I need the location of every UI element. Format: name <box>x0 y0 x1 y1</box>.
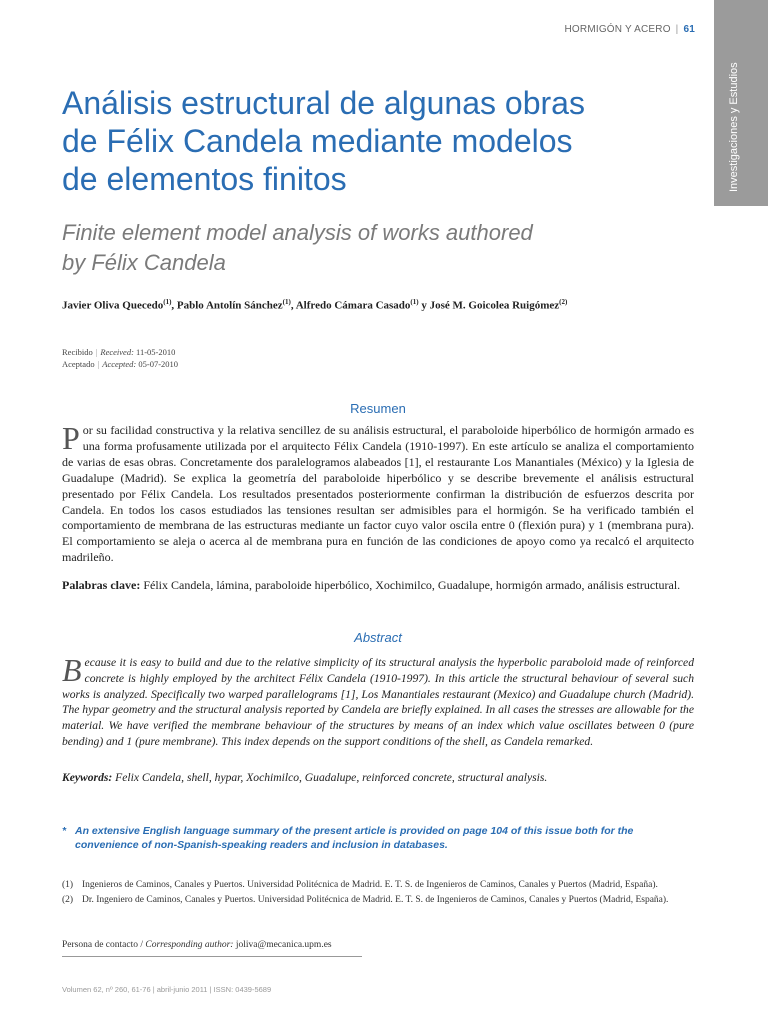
title-line-2: de Félix Candela mediante modelos <box>62 123 573 159</box>
received-label-en: Received: <box>100 347 134 357</box>
keywords-label: Keywords: <box>62 771 113 784</box>
author-affiliation: (2) <box>559 298 568 306</box>
article-title <box>62 84 712 198</box>
palabras-clave-text: Félix Candela, lámina, paraboloide hiperbólico, Xochimilco, Guadalupe, hormigón armado, análisis estructural. <box>143 578 681 592</box>
author-separator: y <box>418 299 430 312</box>
date-separator: | <box>97 359 100 369</box>
author-affiliation: (1) <box>410 298 419 306</box>
footnote-number: (2) <box>62 895 74 905</box>
palabras-clave-label: Palabras clave: <box>62 578 141 592</box>
resumen-heading: Resumen <box>350 401 406 416</box>
date-separator: | <box>95 347 98 357</box>
contact-separator: / <box>140 940 143 950</box>
footnote-text: Dr. Ingeniero de Caminos, Canales y Puertos. Universidad Politécnica de Madrid. E. T. S. de Ingenieros de Caminos, Canales y Puertos (Madrid, España). <box>82 895 669 905</box>
abstract-body <box>62 652 694 750</box>
author-separator: , <box>171 299 177 312</box>
running-head <box>565 24 696 35</box>
resumen-text: or su facilidad constructiva y la relativa sencillez de su análisis estructural, el paraboloide hiperbólico de hormigón armado es una forma profusamente utilizada por el arquitecto Félix Candela (1910-1997). En este artículo se analiza el comportamiento de varias de esas obras. Concretamente dos paralelogramos alabeados [1], el restaurante Los Manantiales (México) y la Iglesia de Guadalupe (Madrid). Se explica la geometría del paraboloide hiperbólico y se describe brevemente el análisis estructural presentado por Félix Candela. Los resultados presentados posteriormente confirman la distribución de esfuerzos descrita por Candela. En todos los casos estudiados las tensiones resultan ser admisibles para el hormigón. Se ha verificado también el comportamiento de membrana de las estructuras mediante un factor cuyo valor oscila entre 0 (flexión pura) y 1 (membrana pura). El comportamiento se aleja o acerca al de membrana pura en función de las condiciones de apoyo como ya recalcó el arquitecto madrileño. <box>62 423 694 565</box>
received-date: 11-05-2010 <box>136 347 176 357</box>
subtitle-line-1: Finite element model analysis of works authored <box>62 220 533 245</box>
accepted-label-en: Accepted: <box>102 359 137 369</box>
palabras-clave <box>62 578 694 594</box>
affiliation-footnotes <box>62 878 694 908</box>
footnote-text: Ingenieros de Caminos, Canales y Puertos. Universidad Politécnica de Madrid. E. T. S. de Ingenieros de Caminos, Canales y Puertos (Madrid, España). <box>82 880 658 890</box>
note-text: An extensive English language summary of the present article is provided on page 104 of this issue both for the convenience of non-Spanish-speaking readers and inclusion in databases. <box>75 825 634 851</box>
keywords <box>62 770 694 786</box>
footnote <box>62 878 694 892</box>
contact-divider <box>62 956 362 957</box>
article-subtitle <box>62 218 702 278</box>
title-line-3: de elementos finitos <box>62 161 347 197</box>
section-side-tab <box>714 0 768 206</box>
contact-label-en: Corresponding author: <box>145 940 234 950</box>
page-number: 61 <box>683 24 695 35</box>
keywords-text: Felix Candela, shell, hypar, Xochimilco, Guadalupe, reinforced concrete, structural analysis. <box>115 771 548 784</box>
subtitle-line-2: by Félix Candela <box>62 250 226 275</box>
section-side-tab-label: Investigaciones y Estudios <box>728 62 740 192</box>
accepted-date: 05-07-2010 <box>138 359 179 369</box>
abstract-text: ecause it is easy to build and due to the relative simplicity of its structural analysis the hyperbolic paraboloid made of reinforced concrete is highly employed by the architect Félix Candela (1910-1997). In this article the structural behaviour of several such works is analyzed. Specifically two warped parallelograms [1], Los Manantiales restaurant (Mexico) and Guadalupe church (Madrid). The hypar geometry and the structural analysis reported by Candela are briefly explained. In all cases the stresses are allowable for the material. We have verified the membrane behaviour of the structures by means of an index which value oscillates between 0 (pure bending) and 1 (pure membrane). This index depends on the support conditions of the shell, as Candela remarked. <box>62 656 694 748</box>
journal-name: HORMIGÓN Y ACERO <box>564 24 671 35</box>
running-head-separator: | <box>675 24 679 35</box>
contact-email: joliva@mecanica.upm.es <box>235 940 332 950</box>
page-footer: Volumen 62, nº 260, 61-76 | abril-junio 2011 | ISSN: 0439-5689 <box>62 985 272 994</box>
received-date-line <box>62 346 178 358</box>
resumen-body <box>62 420 694 566</box>
corresponding-author <box>62 940 332 950</box>
footnote-number: (1) <box>62 880 74 890</box>
resumen-dropcap: P <box>62 420 80 456</box>
accepted-label: Aceptado <box>62 359 95 369</box>
english-summary-note <box>62 824 662 852</box>
author-name: José M. Goicolea Ruigómez <box>429 299 560 312</box>
author-name: Javier Oliva Quecedo <box>62 299 164 312</box>
title-line-1: Análisis estructural de algunas obras <box>62 85 585 121</box>
contact-label: Persona de contacto <box>62 940 138 950</box>
abstract-heading: Abstract <box>354 630 402 645</box>
note-asterisk: * <box>62 825 67 837</box>
author-affiliation: (1) <box>282 298 291 306</box>
author-name: Pablo Antolín Sánchez <box>176 299 283 312</box>
footnote <box>62 893 694 907</box>
author-name: Alfredo Cámara Casado <box>295 299 411 312</box>
author-affiliation: (1) <box>163 298 172 306</box>
author-list <box>62 298 702 312</box>
submission-dates <box>62 346 178 370</box>
abstract-dropcap: B <box>62 652 82 688</box>
author-separator: , <box>290 299 296 312</box>
received-label: Recibido <box>62 347 93 357</box>
accepted-date-line <box>62 358 178 370</box>
